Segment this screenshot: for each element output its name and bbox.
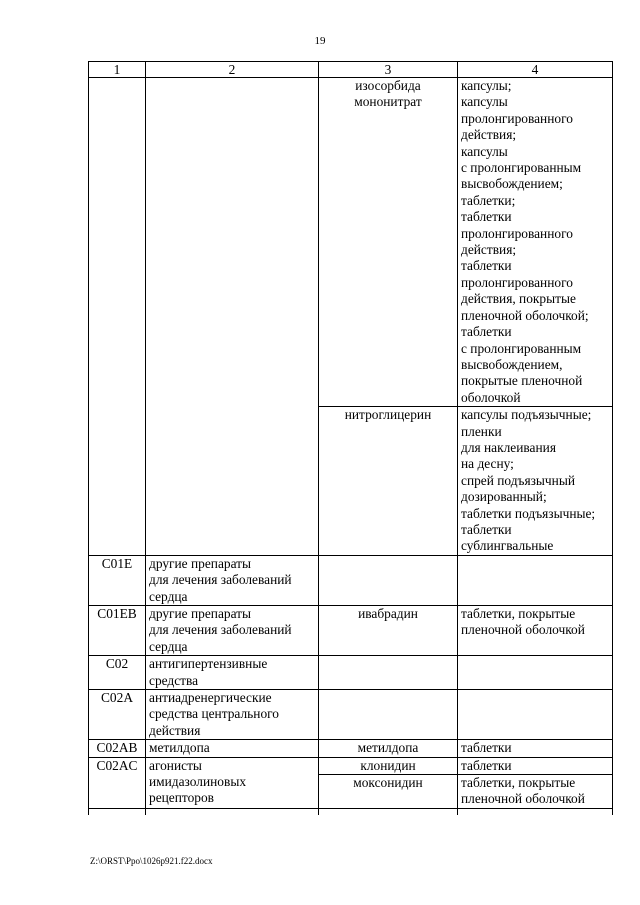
dosage-form: высвобождением, — [461, 356, 563, 372]
table-row — [89, 740, 613, 757]
group-name: рецепторов — [149, 790, 214, 806]
dosage-form: действия; — [461, 242, 517, 258]
dosage-form-cell — [458, 407, 613, 556]
ingredient-name: изосорбида — [355, 78, 421, 93]
column-header: 2 — [146, 62, 319, 78]
dosage-form: таблетки; — [461, 192, 516, 208]
ingredient-cell — [319, 555, 458, 605]
atc-code-cell: C01EB — [89, 606, 146, 656]
dosage-form: таблетки — [461, 209, 512, 225]
dosage-form: оболочкой — [461, 389, 521, 405]
group-cell — [146, 740, 319, 757]
group-name: другие препараты — [149, 555, 252, 571]
dosage-form: таблетки, покрытые — [461, 606, 576, 621]
ingredient-name: клонидин — [360, 757, 416, 773]
ingredient-cell — [319, 757, 458, 774]
ingredient-cell — [319, 656, 458, 690]
dosage-form: пролонгированного — [461, 225, 573, 241]
group-name: агонисты — [149, 757, 202, 773]
ingredient-name: мононитрат — [354, 94, 422, 110]
dosage-form: таблетки подъязычные; — [461, 505, 596, 521]
dosage-form: на десну; — [461, 456, 514, 472]
dosage-form-cell — [458, 775, 613, 809]
dosage-form-cell — [458, 690, 613, 740]
table-row — [89, 690, 613, 740]
table-row — [89, 78, 613, 407]
dosage-form-cell — [458, 656, 613, 690]
dosage-form: таблетки — [461, 521, 512, 537]
atc-code-cell: C02AC — [89, 757, 146, 808]
atc-code-cell — [89, 78, 146, 556]
dosage-form-cell — [458, 757, 613, 774]
column-header: 1 — [89, 62, 146, 78]
page-number: 19 — [314, 35, 326, 47]
dosage-form: пролонгированного — [461, 110, 573, 126]
dosage-form: для наклеивания — [461, 439, 556, 455]
group-name: сердца — [149, 588, 188, 604]
dosage-form: пленочной оболочкой — [461, 791, 585, 807]
group-name: для лечения заболеваний — [149, 572, 292, 588]
group-cell — [146, 757, 319, 808]
ingredient-cell — [319, 78, 458, 407]
dosage-form: капсулы подъязычные; — [461, 407, 592, 423]
group-cell — [146, 690, 319, 740]
drug-table — [88, 61, 613, 815]
group-name: другие препараты — [149, 606, 252, 621]
dosage-form: таблетки, покрытые — [461, 775, 576, 791]
column-header: 4 — [458, 62, 613, 78]
table-row — [89, 606, 613, 656]
dosage-form: таблетки — [461, 324, 512, 340]
group-cell — [146, 656, 319, 690]
dosage-form: пролонгированного — [461, 274, 573, 290]
dosage-form: дозированный; — [461, 489, 547, 505]
group-name: метилдопа — [149, 740, 210, 756]
group-cell — [146, 78, 319, 556]
ingredient-cell — [319, 690, 458, 740]
table-row — [89, 555, 613, 605]
atc-code-cell: C01E — [89, 555, 146, 605]
ingredient-name: нитроглицерин — [344, 407, 432, 423]
dosage-form: действия, покрытые — [461, 291, 576, 307]
dosage-form: с пролонгированным — [461, 160, 582, 176]
dosage-form-cell — [458, 740, 613, 757]
dosage-form: покрытые пленочной — [461, 373, 583, 389]
column-header: 3 — [319, 62, 458, 78]
group-name: антиадренергические — [149, 690, 272, 706]
ingredient-cell — [319, 740, 458, 757]
group-name: имидазолиновых — [149, 774, 247, 790]
group-name: антигипертензивные — [149, 656, 268, 672]
table-continuation — [89, 808, 613, 815]
group-cell — [146, 606, 319, 656]
table-row — [89, 656, 613, 690]
dosage-form: капсулы — [461, 143, 508, 159]
dosage-form: действия; — [461, 127, 517, 143]
dosage-form: капсулы — [461, 94, 508, 110]
group-name: сердца — [149, 638, 188, 654]
dosage-form: таблетки — [461, 757, 512, 773]
ingredient-cell — [319, 775, 458, 809]
dosage-form: спрей подъязычный — [461, 472, 575, 488]
dosage-form: таблетки — [461, 258, 512, 274]
dosage-form: пленки — [461, 423, 502, 439]
ingredient-cell — [319, 407, 458, 556]
ingredient-cell — [319, 606, 458, 656]
group-name: для лечения заболеваний — [149, 622, 292, 638]
dosage-form-cell — [458, 606, 613, 656]
dosage-form: пленочной оболочкой — [461, 622, 585, 638]
atc-code-cell: C02A — [89, 690, 146, 740]
group-name: средства центрального — [149, 706, 280, 722]
atc-code-cell: C02 — [89, 656, 146, 690]
dosage-form: с пролонгированным — [461, 340, 582, 356]
ingredient-name: моксонидин — [353, 775, 423, 791]
dosage-form-cell — [458, 555, 613, 605]
dosage-form: таблетки — [461, 740, 512, 756]
ingredient-name: ивабрадин — [358, 606, 418, 621]
dosage-form-cell — [458, 78, 613, 407]
group-name: средства — [149, 672, 199, 688]
dosage-form: капсулы; — [461, 78, 512, 93]
atc-code-cell: C02AB — [89, 740, 146, 757]
dosage-form: пленочной оболочкой; — [461, 307, 589, 323]
footer-file-path: Z:\ORST\Ppo\1026p921.f22.docx — [90, 856, 213, 866]
group-cell — [146, 555, 319, 605]
table-row — [89, 757, 613, 774]
dosage-form: высвобождением; — [461, 176, 563, 192]
group-name: действия — [149, 722, 201, 738]
ingredient-name: метилдопа — [357, 740, 419, 756]
header-row — [89, 62, 613, 78]
dosage-form: сублингвальные — [461, 538, 554, 554]
